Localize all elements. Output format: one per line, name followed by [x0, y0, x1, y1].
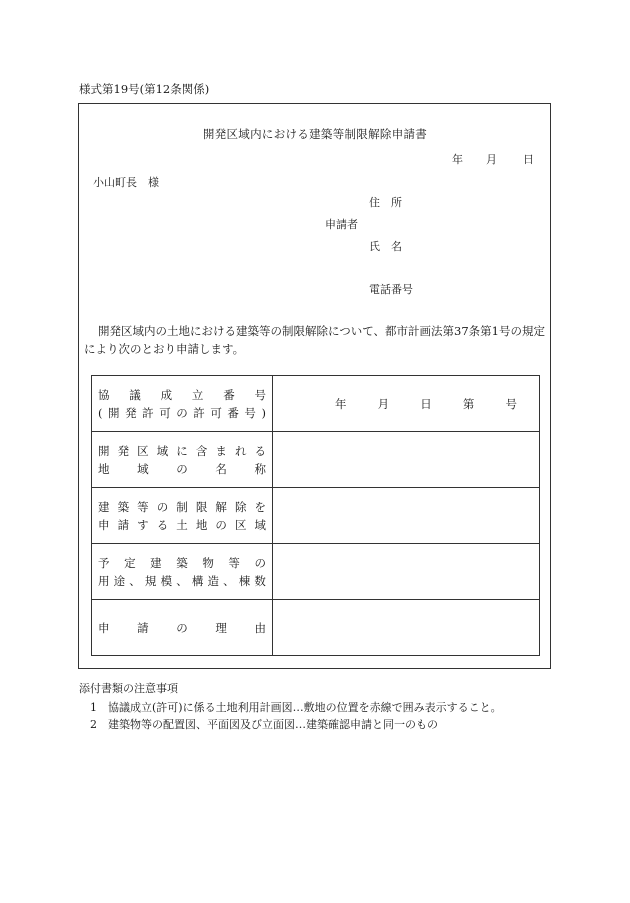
- label-char: 発: [117, 443, 130, 458]
- date-day-label: 日: [523, 153, 534, 166]
- label-char: 地: [98, 461, 110, 476]
- label-char: の: [254, 555, 266, 570]
- value-part: 年: [335, 396, 347, 411]
- label-char: 、: [223, 573, 235, 588]
- label-char: 数: [254, 573, 266, 588]
- label-char: 号: [254, 387, 266, 402]
- table-row: [92, 544, 540, 600]
- label-char: 途: [113, 573, 126, 588]
- table-label-cell: [92, 544, 273, 600]
- date-month-label: 月: [486, 153, 497, 166]
- table-label-cell: [92, 432, 273, 488]
- addressee: 小山町長 様: [93, 176, 159, 189]
- label-char: 建: [98, 499, 110, 514]
- table-value-cell[interactable]: [273, 376, 540, 432]
- label-char: 物: [202, 555, 214, 570]
- table-label-cell: [92, 376, 273, 432]
- label-char: 号: [244, 405, 256, 420]
- label-char: 用: [98, 573, 110, 588]
- table-row: [92, 600, 540, 656]
- label-char: 解: [215, 499, 227, 514]
- label-char: 協: [98, 387, 110, 402]
- label-char: 理: [215, 620, 227, 635]
- label-line: [98, 572, 266, 590]
- label-char: 定: [124, 555, 136, 570]
- table-value-cell[interactable]: [273, 544, 540, 600]
- label-line: [98, 498, 266, 516]
- label-char: の: [215, 517, 227, 532]
- label-char: 等: [137, 499, 149, 514]
- table-value-cell[interactable]: [273, 600, 540, 656]
- label-char: 発: [125, 405, 137, 420]
- label-char: す: [137, 517, 149, 532]
- label-char: 可: [210, 405, 222, 420]
- label-char: 申: [98, 620, 110, 635]
- label-char: 土: [176, 517, 188, 532]
- label-char: 予: [98, 555, 110, 570]
- label-char: 構: [191, 573, 204, 588]
- label-char: ): [261, 405, 266, 420]
- table-value-cell[interactable]: [273, 488, 540, 544]
- label-char: の: [176, 620, 188, 635]
- label-char: 規: [144, 573, 157, 588]
- label-char: 築: [117, 499, 130, 514]
- label-line: [98, 442, 266, 460]
- label-line: [98, 404, 266, 422]
- label-char: に: [176, 443, 188, 458]
- table-row: [92, 432, 540, 488]
- label-line: [98, 460, 266, 478]
- label-char: 築: [176, 555, 188, 570]
- label-char: 区: [137, 443, 149, 458]
- label-char: 区: [234, 517, 247, 532]
- table-value-cell[interactable]: [273, 432, 540, 488]
- note-text: 協議成立(許可)に係る土地利用計画図…敷地の位置を赤線で囲み表示すること。: [108, 701, 502, 714]
- label-char: 含: [195, 443, 208, 458]
- label-char: 、: [176, 573, 188, 588]
- label-char: 造: [207, 573, 219, 588]
- label-char: 許: [193, 405, 205, 420]
- applicant-label: 申請者: [325, 218, 358, 231]
- label-char: 由: [254, 620, 266, 635]
- label-char: 議: [129, 387, 141, 402]
- label-char: (: [98, 405, 103, 420]
- table-row: [92, 488, 540, 544]
- label-char: 申: [98, 517, 110, 532]
- applicant-name-label: 氏 名: [369, 240, 402, 253]
- label-char: る: [254, 443, 266, 458]
- request-text-line-2: により次のとおり申請します。: [84, 342, 245, 356]
- label-char: る: [156, 517, 169, 532]
- label-char: 域: [254, 517, 266, 532]
- label-char: 地: [195, 517, 208, 532]
- value-part: 月: [377, 396, 390, 411]
- label-char: 模: [160, 573, 173, 588]
- label-line: [98, 386, 266, 404]
- note-item: [90, 716, 438, 732]
- label-char: の: [156, 499, 169, 514]
- value-part: 日: [420, 396, 432, 411]
- label-char: 成: [160, 387, 173, 402]
- label-char: 域: [156, 443, 169, 458]
- label-char: 建: [150, 555, 162, 570]
- label-char: 請: [137, 620, 149, 635]
- note-item: [90, 699, 502, 715]
- label-char: 称: [254, 461, 266, 476]
- label-char: を: [254, 499, 266, 514]
- label-char: 可: [159, 405, 171, 420]
- notes-heading: 添付書類の注意事項: [79, 682, 178, 695]
- form-title: 開発区域内における建築等制限解除申請書: [202, 127, 428, 141]
- note-number: 2: [90, 718, 97, 731]
- label-char: 域: [137, 461, 149, 476]
- request-text-line-1: 開発区域内の土地における建築等の制限解除について、都市計画法第37条第1号の規定: [98, 324, 545, 338]
- label-line: [98, 516, 266, 534]
- label-char: の: [176, 405, 188, 420]
- label-char: 開: [98, 443, 110, 458]
- label-char: 限: [195, 499, 208, 514]
- date-year-label: 年: [452, 153, 463, 166]
- note-number: 1: [90, 701, 97, 714]
- table-row: [92, 376, 540, 432]
- form-number-label: 様式第19号(第12条関係): [79, 82, 210, 96]
- label-char: の: [176, 461, 188, 476]
- table-label-cell: [92, 488, 273, 544]
- label-char: 開: [108, 405, 120, 420]
- label-char: 許: [142, 405, 154, 420]
- label-char: 等: [228, 555, 240, 570]
- label-char: 番: [227, 405, 239, 420]
- value-line: [273, 396, 539, 412]
- label-char: 棟: [238, 573, 251, 588]
- label-char: 名: [215, 461, 227, 476]
- label-line: [98, 554, 266, 572]
- note-text: 建築物等の配置図、平面図及び立面図…建築確認申請と同一のもの: [108, 718, 438, 731]
- label-char: れ: [234, 443, 247, 458]
- label-char: 番: [223, 387, 235, 402]
- label-char: ま: [215, 443, 227, 458]
- label-char: 除: [234, 499, 247, 514]
- label-line: [98, 619, 266, 637]
- label-char: 、: [129, 573, 141, 588]
- label-char: 制: [176, 499, 188, 514]
- value-part: 第: [462, 396, 475, 411]
- application-table: [91, 375, 540, 656]
- table-label-cell: [92, 600, 273, 656]
- label-char: 立: [191, 387, 204, 402]
- applicant-address-label: 住 所: [369, 196, 402, 209]
- label-char: 請: [117, 517, 130, 532]
- applicant-phone-label: 電話番号: [369, 283, 413, 296]
- value-part: 号: [505, 396, 517, 411]
